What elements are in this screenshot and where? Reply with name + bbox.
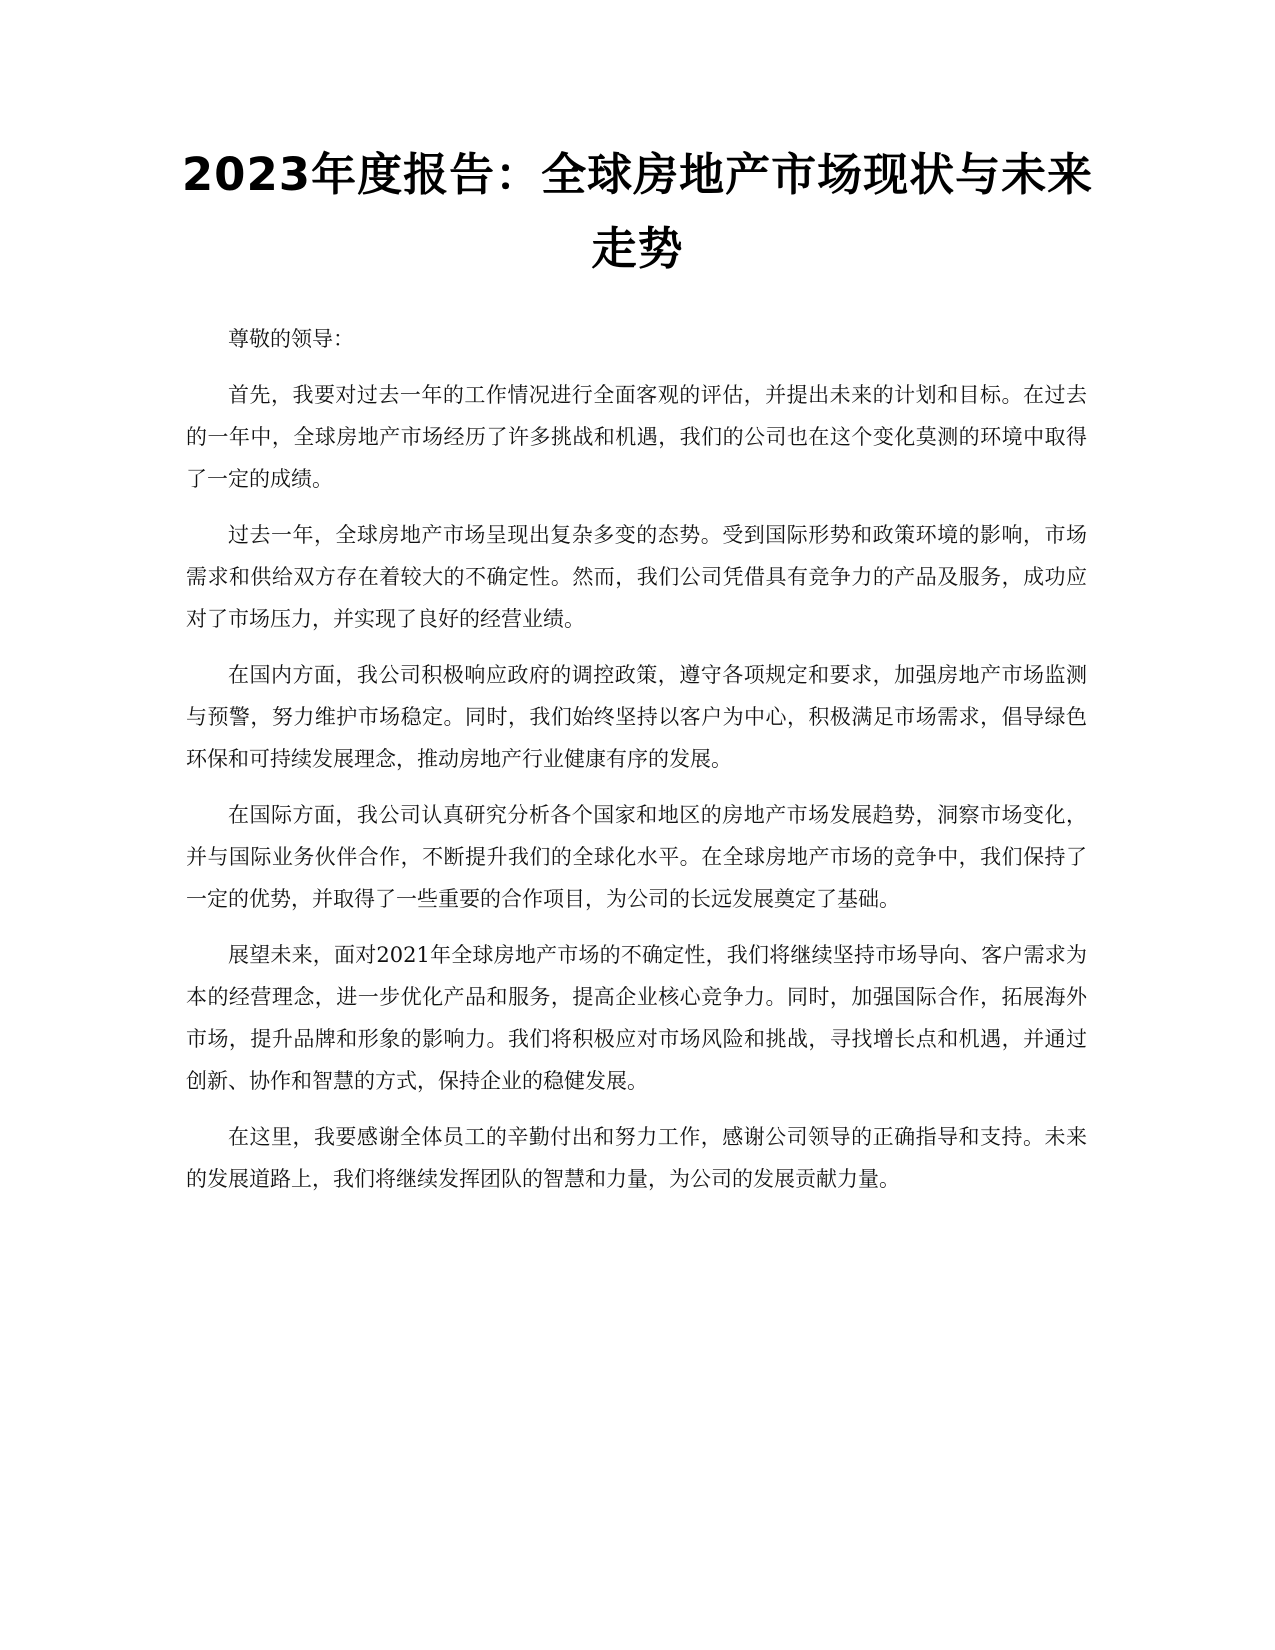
paragraph-4: 在国际方面，我公司认真研究分析各个国家和地区的房地产市场发展趋势，洞察市场变化，并与国际业务伙伴合作，不断提升我们的全球化水平。在全球房地产市场的竞争中，我们保持了一定的优势，并取得了一些重要的合作项目，为公司的长远发展奠定了基础。 [186, 803, 1087, 911]
paragraph-2: 过去一年，全球房地产市场呈现出复杂多变的态势。受到国际形势和政策环境的影响，市场需求和供给双方存在着较大的不确定性。然而，我们公司凭借具有竞争力的产品及服务，成功应对了市场压力，并实现了良好的经营业绩。 [186, 523, 1087, 631]
paragraph-6: 在这里，我要感谢全体员工的辛勤付出和努力工作，感谢公司领导的正确指导和支持。未来的发展道路上，我们将继续发挥团队的智慧和力量，为公司的发展贡献力量。 [186, 1125, 1087, 1191]
paragraph-1: 首先，我要对过去一年的工作情况进行全面客观的评估，并提出未来的计划和目标。在过去的一年中，全球房地产市场经历了许多挑战和机遇，我们的公司也在这个变化莫测的环境中取得了一定的成绩。 [186, 383, 1087, 491]
document-title: 2023年度报告：全球房地产市场现状与未来走势 [181, 148, 1094, 275]
salutation: 尊敬的领导： [228, 327, 354, 351]
paragraph-3: 在国内方面，我公司积极响应政府的调控政策，遵守各项规定和要求，加强房地产市场监测与预警，努力维护市场稳定。同时，我们始终坚持以客户为中心，积极满足市场需求，倡导绿色环保和可持续发展理念，推动房地产行业健康有序的发展。 [186, 663, 1087, 771]
paragraph-5: 展望未来，面对2021年全球房地产市场的不确定性，我们将继续坚持市场导向、客户需求为本的经营理念，进一步优化产品和服务，提高企业核心竞争力。同时，加强国际合作，拓展海外市场，提升品牌和形象的影响力。我们将积极应对市场风险和挑战，寻找增长点和机遇，并通过创新、协作和智慧的方式，保持企业的稳健发展。 [186, 943, 1087, 1093]
document-body [186, 318, 1087, 1214]
